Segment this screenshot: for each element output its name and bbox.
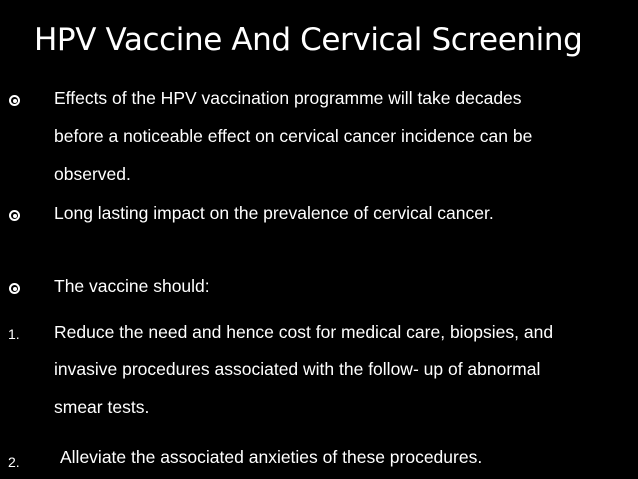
numbered-1-line-2: invasive procedures associated with the follow- up of abnormal bbox=[54, 359, 541, 379]
bullet-icon bbox=[9, 210, 20, 221]
bullet-1-line-2: before a noticeable effect on cervical cancer incidence can be bbox=[54, 126, 533, 146]
list-number-2: 2. bbox=[8, 454, 20, 470]
bullet-2-line-1: Long lasting impact on the prevalence of cervical cancer. bbox=[54, 203, 494, 223]
bullet-icon bbox=[9, 283, 20, 294]
numbered-1-line-3: smear tests. bbox=[54, 397, 150, 417]
numbered-1-line-1: Reduce the need and hence cost for medical care, biopsies, and bbox=[54, 322, 554, 342]
bullet-1-line-3: observed. bbox=[54, 164, 131, 184]
slide-title: HPV Vaccine And Cervical Screening bbox=[34, 22, 583, 58]
bullet-1-line-1: Effects of the HPV vaccination programme will take decades bbox=[54, 88, 522, 108]
bullet-3-line-1: The vaccine should: bbox=[54, 276, 210, 296]
bullet-icon bbox=[9, 95, 20, 106]
numbered-2-line-1: Alleviate the associated anxieties of these procedures. bbox=[60, 447, 483, 467]
list-number-1: 1. bbox=[8, 326, 20, 342]
